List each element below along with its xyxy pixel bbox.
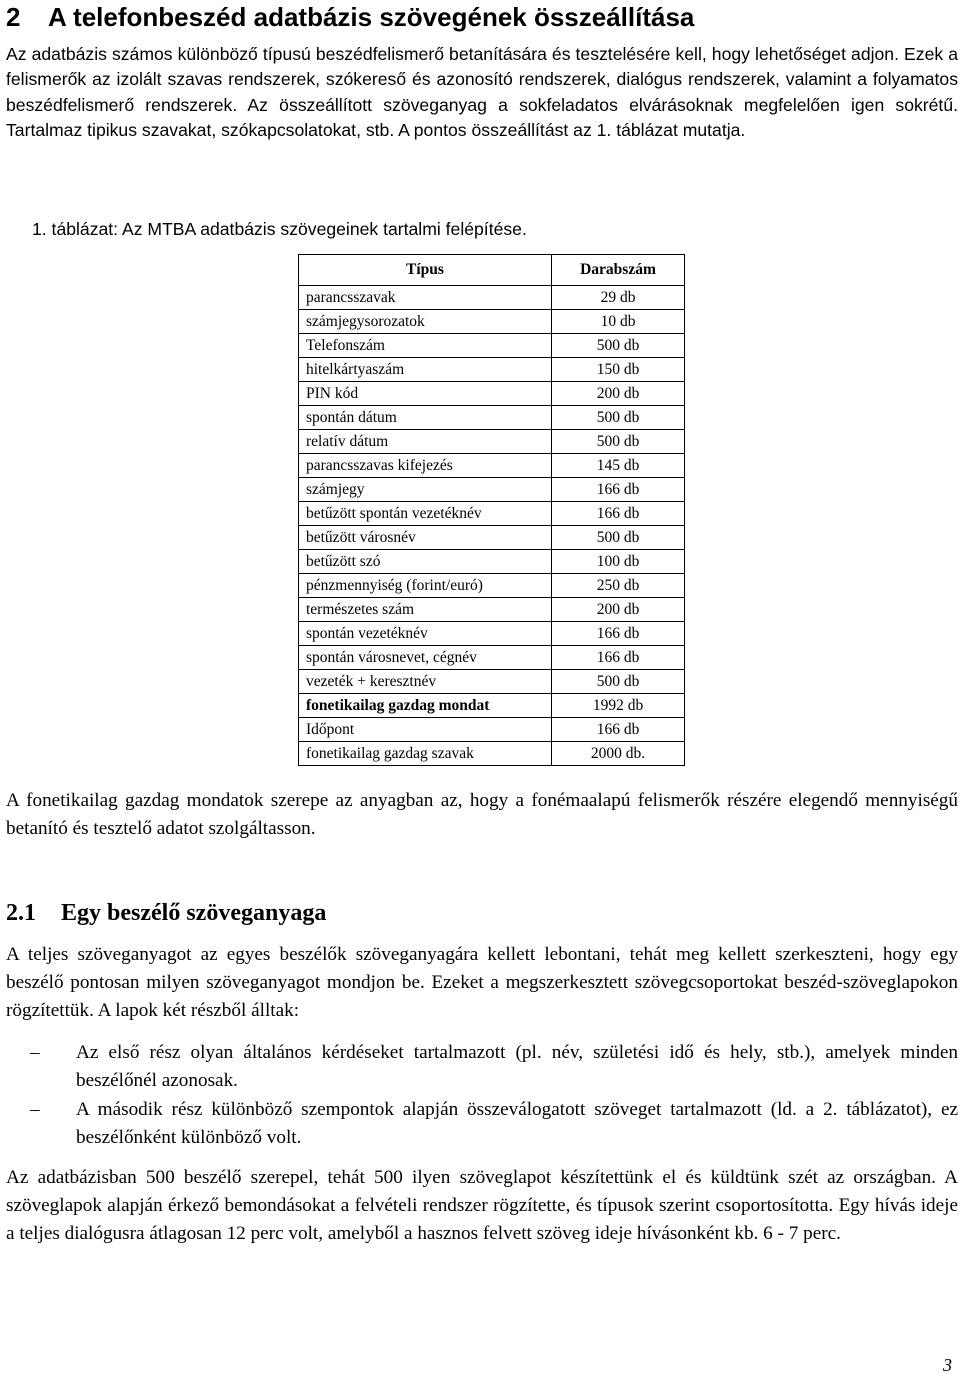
- table-row: [299, 622, 685, 646]
- table-row: [299, 526, 685, 550]
- dash-bullet-icon: –: [30, 1099, 40, 1120]
- after-table-paragraph: A fonetikailag gazdag mondatok szerepe az anyagban az, hogy a fonémaalapú felismerők részére elegendő mennyiségű betanító és tesztelő adatot szolgáltasson.: [6, 790, 958, 839]
- cell-type: betűzött szó: [299, 550, 552, 574]
- table-row: [299, 718, 685, 742]
- cell-count: 10 db: [552, 310, 685, 334]
- table-row: [299, 454, 685, 478]
- cell-type: számjegy: [299, 478, 552, 502]
- cell-count: 500 db: [552, 406, 685, 430]
- cell-type: spontán dátum: [299, 406, 552, 430]
- subsection-heading: [6, 897, 326, 929]
- cell-type: spontán vezetéknév: [299, 622, 552, 646]
- table-row: [299, 358, 685, 382]
- table-row: [299, 478, 685, 502]
- table-row: [299, 646, 685, 670]
- cell-count: 166 db: [552, 622, 685, 646]
- list-item: [6, 1096, 958, 1152]
- cell-count: 500 db: [552, 670, 685, 694]
- page-number: 3: [943, 1355, 952, 1375]
- column-header-count: Darabszám: [552, 255, 685, 286]
- cell-count: 250 db: [552, 574, 685, 598]
- list-item: [6, 1039, 958, 1095]
- cell-type: betűzött spontán vezetéknév: [299, 502, 552, 526]
- table-row: [299, 670, 685, 694]
- section-paragraph: A teljes szöveganyagot az egyes beszélők szöveganyagára kellett lebontani, tehát meg kellett szerkeszteni, hogy egy beszélő pontosan milyen szöveganyagot mondjon be. Ezeket a megszerkesztett szövegcsoportokat beszéd-szöveglapokon rögzítettük. A lapok két részből álltak:: [6, 944, 958, 1021]
- list-item-text: A második rész különböző szempontok alapján összeválogatott szöveget tartalmazott (ld. a 2. táblázatot), ez beszélőnként különböző volt.: [76, 1099, 958, 1148]
- cell-type: természetes szám: [299, 598, 552, 622]
- table-header-row: [299, 255, 685, 286]
- cell-count: 500 db: [552, 334, 685, 358]
- cell-count: 166 db: [552, 478, 685, 502]
- table-row: [299, 742, 685, 766]
- cell-type: parancsszavak: [299, 286, 552, 310]
- table-row: [299, 334, 685, 358]
- content-table: [298, 254, 685, 766]
- cell-type: vezeték + keresztnév: [299, 670, 552, 694]
- cell-count: 29 db: [552, 286, 685, 310]
- table-row: [299, 694, 685, 718]
- table-caption: 1. táblázat: Az MTBA adatbázis szövegeinek tartalmi felépítése.: [32, 219, 527, 239]
- cell-count: 500 db: [552, 526, 685, 550]
- cell-type: fonetikailag gazdag szavak: [299, 742, 552, 766]
- section-title: A telefonbeszéd adatbázis szövegének összeállítása: [48, 2, 695, 32]
- cell-type: számjegysorozatok: [299, 310, 552, 334]
- intro-paragraph: Az adatbázis számos különböző típusú beszédfelismerő betanítására és tesztelésére kell, hogy lehetőséget adjon. Ezek a felismerők az izolált szavas rendszerek, szókereső és azonosító rendszerek, dialógus rendszerek, valamint a folyamatos beszédfelismerő rendszerek. Az összeállított szöveganyag a sokfeladatos elvárásoknak megfelelően igen sokrétű. Tartalmaz tipikus szavakat, szókapcsolatokat, stb. A pontos összeállítást az 1. táblázat mutatja.: [6, 44, 958, 140]
- table-row: [299, 286, 685, 310]
- cell-count: 145 db: [552, 454, 685, 478]
- cell-type: hitelkártyaszám: [299, 358, 552, 382]
- subsection-number: 2.1: [6, 900, 36, 926]
- cell-type: PIN kód: [299, 382, 552, 406]
- cell-type: betűzött városnév: [299, 526, 552, 550]
- dash-bullet-icon: –: [30, 1042, 40, 1063]
- final-paragraph: Az adatbázisban 500 beszélő szerepel, tehát 500 ilyen szöveglapot készítettünk el és küldtünk szét az országban. A szöveglapok alapján érkező bemondásokat a felvételi rendszer rögzítette, és típusok szerint csoportosította. Egy hívás ideje a teljes dialógusra átlagosan 12 perc volt, amelyből a hasznos felvett szöveg ideje hívásonként kb. 6 - 7 perc.: [6, 1167, 958, 1244]
- cell-type: relatív dátum: [299, 430, 552, 454]
- cell-count: 2000 db.: [552, 742, 685, 766]
- list-item-text: Az első rész olyan általános kérdéseket tartalmazott (pl. név, születési idő és hely, stb.), amelyek minden beszélőnél azonosak.: [76, 1042, 958, 1091]
- table-row: [299, 430, 685, 454]
- column-header-type: Típus: [299, 255, 552, 286]
- section-number: 2: [6, 2, 21, 32]
- table-row: [299, 382, 685, 406]
- table-row: [299, 550, 685, 574]
- cell-count: 150 db: [552, 358, 685, 382]
- cell-type: pénzmennyiség (forint/euró): [299, 574, 552, 598]
- cell-count: 200 db: [552, 598, 685, 622]
- cell-count: 166 db: [552, 646, 685, 670]
- cell-count: 166 db: [552, 502, 685, 526]
- subsection-title: Egy beszélő szöveganyaga: [61, 900, 327, 926]
- table-row: [299, 310, 685, 334]
- cell-type: spontán városnevet, cégnév: [299, 646, 552, 670]
- cell-count: 1992 db: [552, 694, 685, 718]
- section-heading: [6, 2, 694, 32]
- cell-count: 100 db: [552, 550, 685, 574]
- cell-count: 166 db: [552, 718, 685, 742]
- cell-type: Időpont: [299, 718, 552, 742]
- cell-type: parancsszavas kifejezés: [299, 454, 552, 478]
- table-row: [299, 574, 685, 598]
- table-row: [299, 598, 685, 622]
- cell-count: 200 db: [552, 382, 685, 406]
- cell-type: fonetikailag gazdag mondat: [299, 694, 552, 718]
- cell-type: Telefonszám: [299, 334, 552, 358]
- cell-count: 500 db: [552, 430, 685, 454]
- table-row: [299, 406, 685, 430]
- table-row: [299, 502, 685, 526]
